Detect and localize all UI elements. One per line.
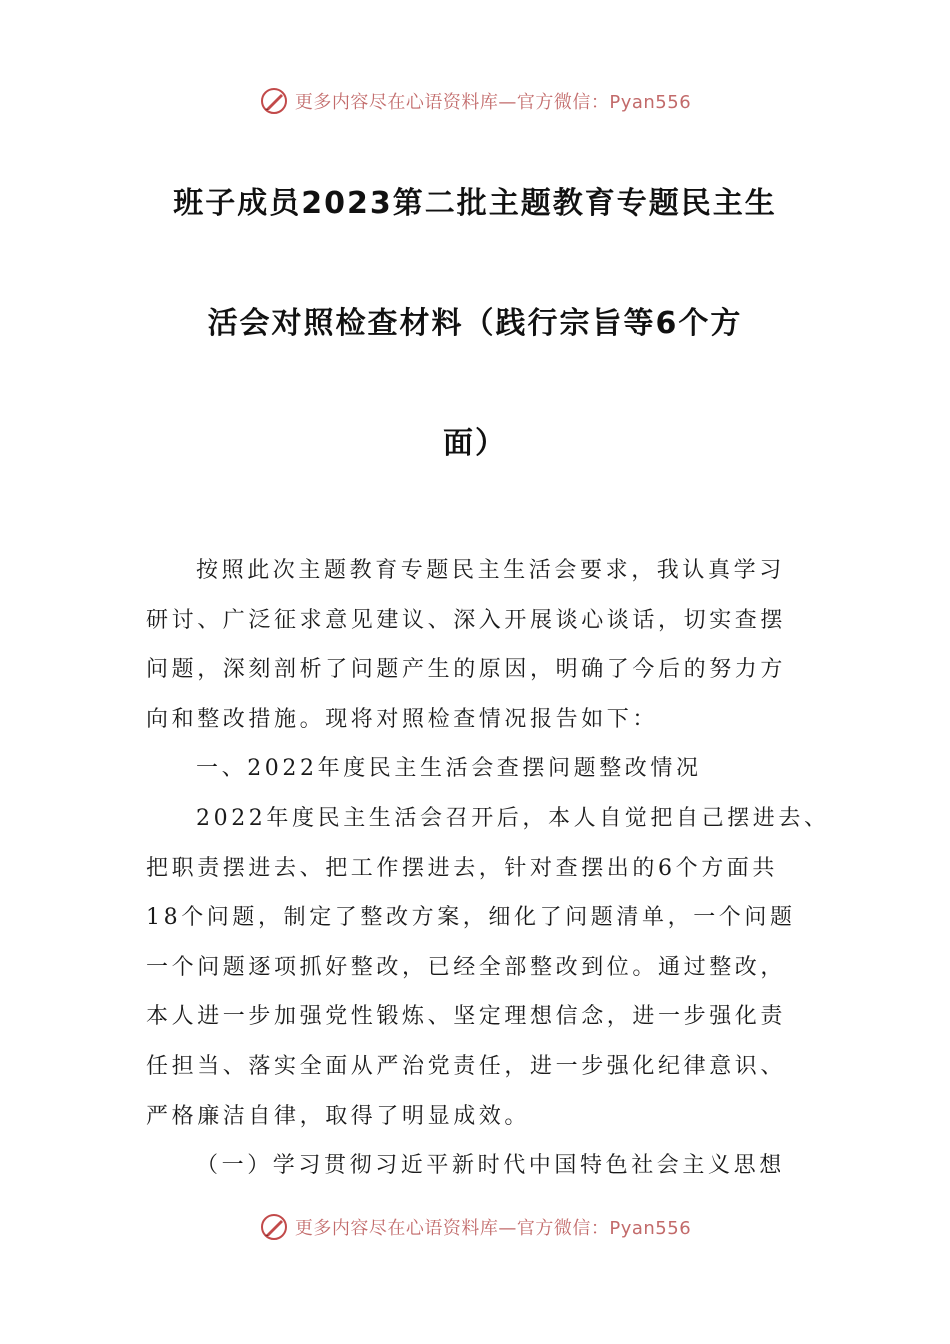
paragraph-line: 向和整改措施。现将对照检查情况报告如下： — [146, 706, 659, 732]
section-heading: 一、2022年度民主生活会查摆问题整改情况 — [196, 756, 702, 782]
document-title-line-1: 班子成员2023第二批主题教育专题民主生 — [173, 186, 777, 221]
watermark-text: 更多内容尽在心语资料库—官方微信：Pyan556 — [294, 92, 692, 113]
subsection-heading: （一）学习贯彻习近平新时代中国特色社会主义思想 — [196, 1153, 785, 1179]
document-body — [146, 546, 830, 1191]
pen-logo-icon — [259, 1212, 289, 1242]
paragraph-line: 把职责摆进去、把工作摆进去，针对查摆出的6个方面共 — [146, 855, 778, 881]
document-title-line-3: 面） — [443, 426, 507, 461]
paragraph-line: 本人进一步加强党性锻炼、坚定理想信念，进一步强化责 — [146, 1004, 787, 1030]
paragraph-line: 研讨、广泛征求意见建议、深入开展谈心谈话，切实查摆 — [146, 607, 787, 633]
paragraph-line: 任担当、落实全面从严治党责任，进一步强化纪律意识、 — [146, 1053, 787, 1079]
paragraph-line: 18个问题，制定了整改方案，细化了问题清单，一个问题 — [146, 905, 796, 931]
paragraph-line: 按照此次主题教育专题民主生活会要求，我认真学习 — [196, 558, 785, 583]
watermark-footer — [0, 1212, 950, 1242]
watermark-text: 更多内容尽在心语资料库—官方微信：Pyan556 — [294, 1218, 692, 1239]
document-title-line-2: 活会对照检查材料（践行宗旨等6个方 — [207, 306, 743, 341]
pen-logo-icon — [259, 86, 289, 116]
paragraph-line: 严格廉洁自律，取得了明显成效。 — [146, 1103, 531, 1129]
watermark-header — [0, 86, 950, 116]
paragraph-line: 2022年度民主生活会召开后，本人自觉把自己摆进去、 — [196, 805, 830, 831]
paragraph-line: 问题，深刻剖析了问题产生的原因，明确了今后的努力方 — [146, 657, 787, 683]
paragraph-line: 一个问题逐项抓好整改，已经全部整改到位。通过整改， — [146, 954, 787, 980]
